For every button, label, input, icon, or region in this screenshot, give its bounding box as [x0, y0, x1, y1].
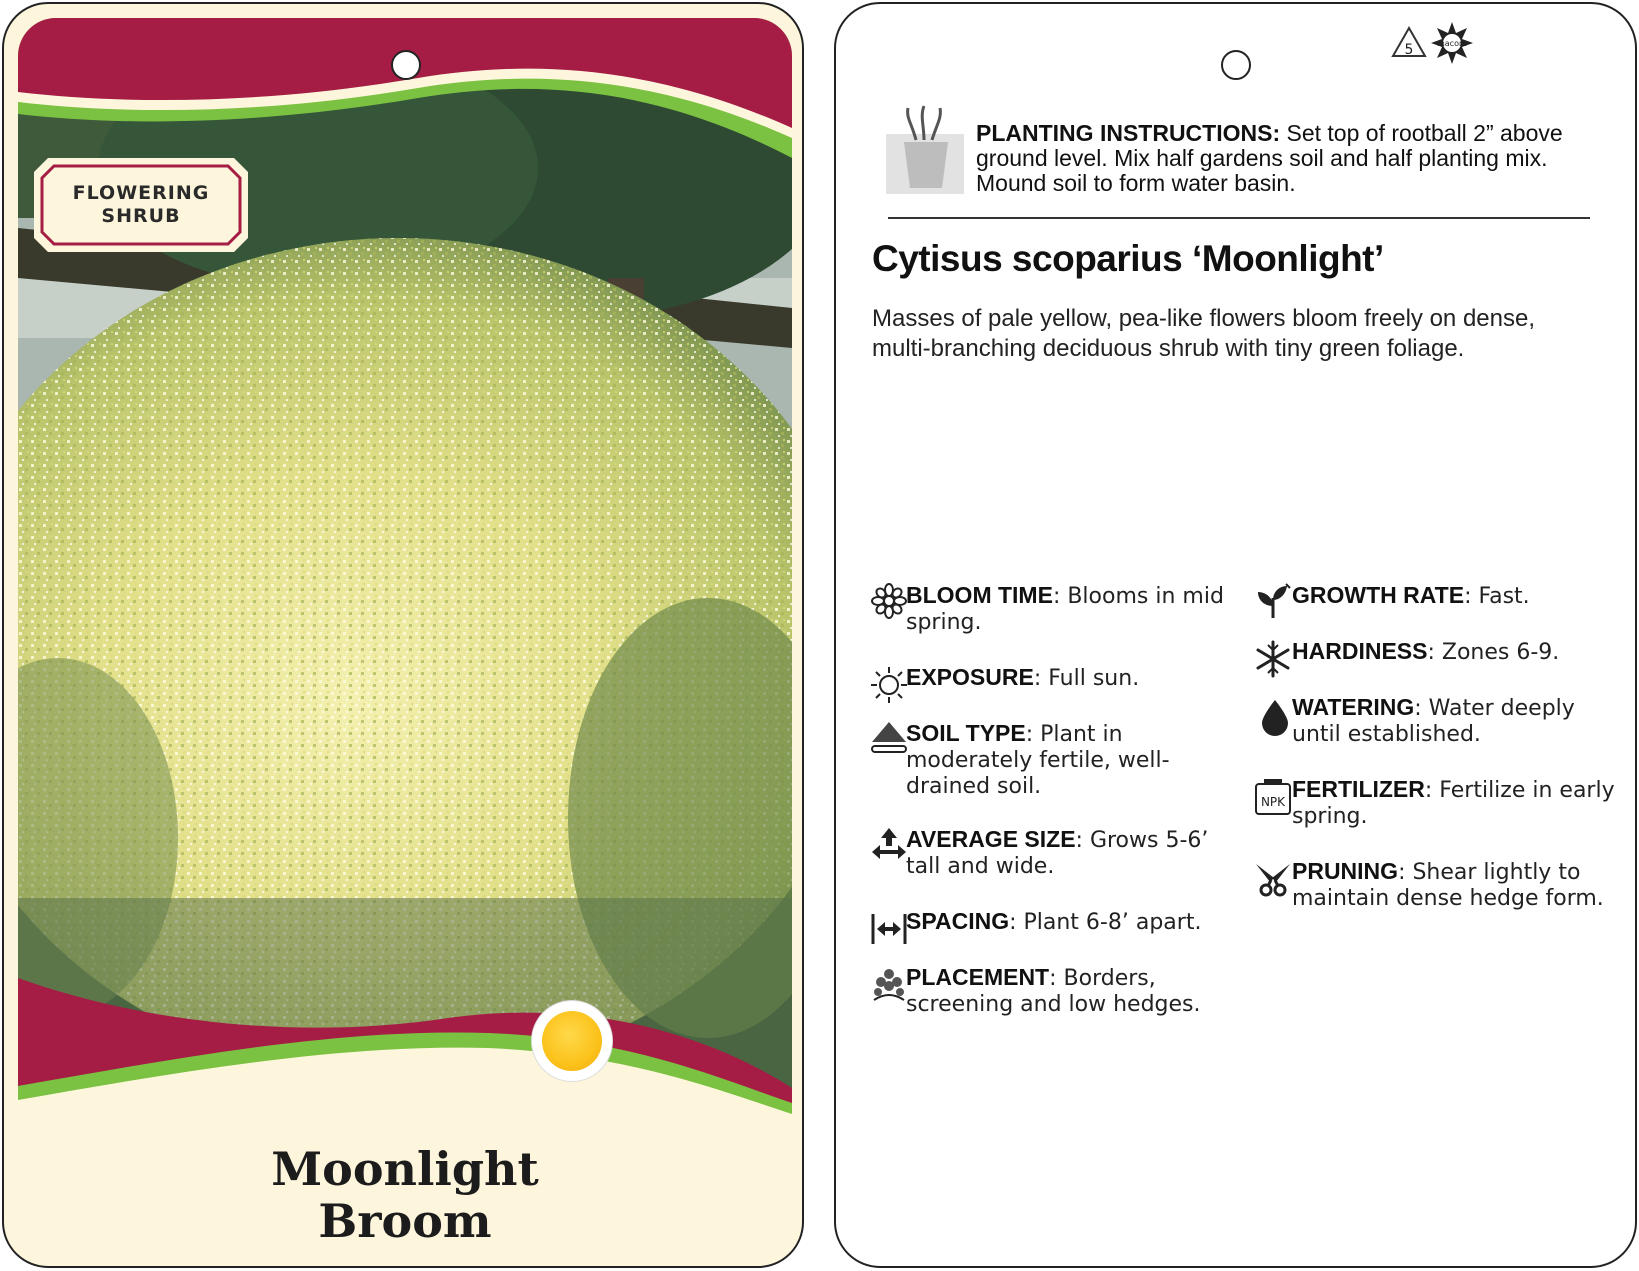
average-size-value: : Grows 5-6’ tall and wide. [906, 828, 1209, 879]
soil-icon [870, 720, 908, 758]
front-panel [18, 18, 792, 1256]
fertilizer-attr [1292, 776, 1622, 830]
category-badge-label [34, 182, 248, 228]
full-sun-icon [542, 1011, 602, 1071]
bloom-time-value: : Blooms in mid spring. [906, 584, 1224, 635]
spacing-value: : Plant 6-8’ apart. [1009, 910, 1202, 935]
size-icon [870, 826, 908, 864]
placement-label: PLACEMENT [906, 964, 1050, 990]
sun-icon [870, 666, 908, 704]
npk-icon [1254, 778, 1292, 816]
soil-type-value: : Plant in moderately fertile, well-drained soil. [906, 722, 1170, 799]
pot-planting-icon [886, 104, 964, 194]
macore-logo-icon [1429, 20, 1475, 66]
hardiness-value: : Zones 6-9. [1427, 640, 1560, 665]
growth-rate-attr [1292, 582, 1622, 610]
shears-icon [1254, 860, 1292, 898]
macore-label: macore [1436, 39, 1468, 48]
spacing-icon [870, 910, 908, 948]
soil-type-label: SOIL TYPE [906, 720, 1026, 746]
planting-instructions-text: Set top of rootball 2” above ground level. Mix half gardens soil and half planting mix. Mound soil to form water basin. [976, 120, 1563, 196]
droplet-icon [1256, 698, 1294, 736]
fertilizer-label: FERTILIZER [1292, 776, 1425, 802]
spacing-attr [906, 908, 1236, 936]
hardiness-label: HARDINESS [1292, 638, 1428, 664]
placement-icon [870, 966, 908, 1004]
divider [888, 217, 1590, 219]
hardiness-attr [1292, 638, 1622, 666]
watering-attr [1292, 694, 1622, 748]
growth-rate-value: : Fast. [1464, 584, 1530, 609]
sprout-icon [1254, 582, 1292, 620]
npk-label: NPK [1260, 795, 1286, 809]
watering-value: : Water deeply until established. [1292, 696, 1575, 747]
soil-type-attr [906, 720, 1236, 800]
hang-hole [1221, 50, 1251, 80]
recycle-number: 5 [1404, 42, 1414, 58]
sun-exposure-indicator [532, 1001, 612, 1081]
badge-line-1: FLOWERING [72, 182, 210, 204]
exposure-value: : Full sun. [1033, 666, 1140, 691]
top-wave-banner [18, 18, 792, 178]
botanical-name: Cytisus scoparius ‘Moonlight’ [872, 238, 1384, 279]
planting-instructions-label: PLANTING INSTRUCTIONS: [976, 120, 1281, 146]
pruning-label: PRUNING [1292, 858, 1399, 884]
average-size-label: AVERAGE SIZE [906, 826, 1076, 852]
bloom-time-attr [906, 582, 1236, 636]
pruning-value: : Shear lightly to maintain dense hedge form. [1292, 860, 1604, 911]
exposure-label: EXPOSURE [906, 664, 1034, 690]
common-name-line-2: Broom [318, 1194, 492, 1248]
exposure-attr [906, 664, 1236, 692]
bloom-time-label: BLOOM TIME [906, 582, 1053, 608]
spacing-label: SPACING [906, 908, 1010, 934]
common-name-line-1: Moonlight [271, 1142, 539, 1196]
placement-value: : Borders, screening and low hedges. [906, 966, 1201, 1017]
hang-hole [391, 50, 421, 80]
common-name [18, 1143, 792, 1247]
bottom-wave-banner [18, 978, 792, 1138]
recycle-5-icon [1389, 24, 1429, 64]
watering-label: WATERING [1292, 694, 1415, 720]
average-size-attr [906, 826, 1236, 880]
plant-description: Masses of pale yellow, pea-like flowers bloom freely on dense, multi-branching deciduous shrub with tiny green foliage. [872, 305, 1535, 362]
fertilizer-value: : Fertilize in early spring. [1292, 778, 1615, 829]
placement-attr [906, 964, 1236, 1018]
badge-line-2: SHRUB [101, 205, 181, 227]
growth-rate-label: GROWTH RATE [1292, 582, 1465, 608]
planting-instructions [976, 121, 1566, 196]
snowflake-icon [1254, 640, 1292, 678]
back-tag [834, 2, 1637, 1268]
pruning-attr [1292, 858, 1622, 912]
front-tag [2, 2, 804, 1268]
flower-icon [870, 582, 908, 620]
